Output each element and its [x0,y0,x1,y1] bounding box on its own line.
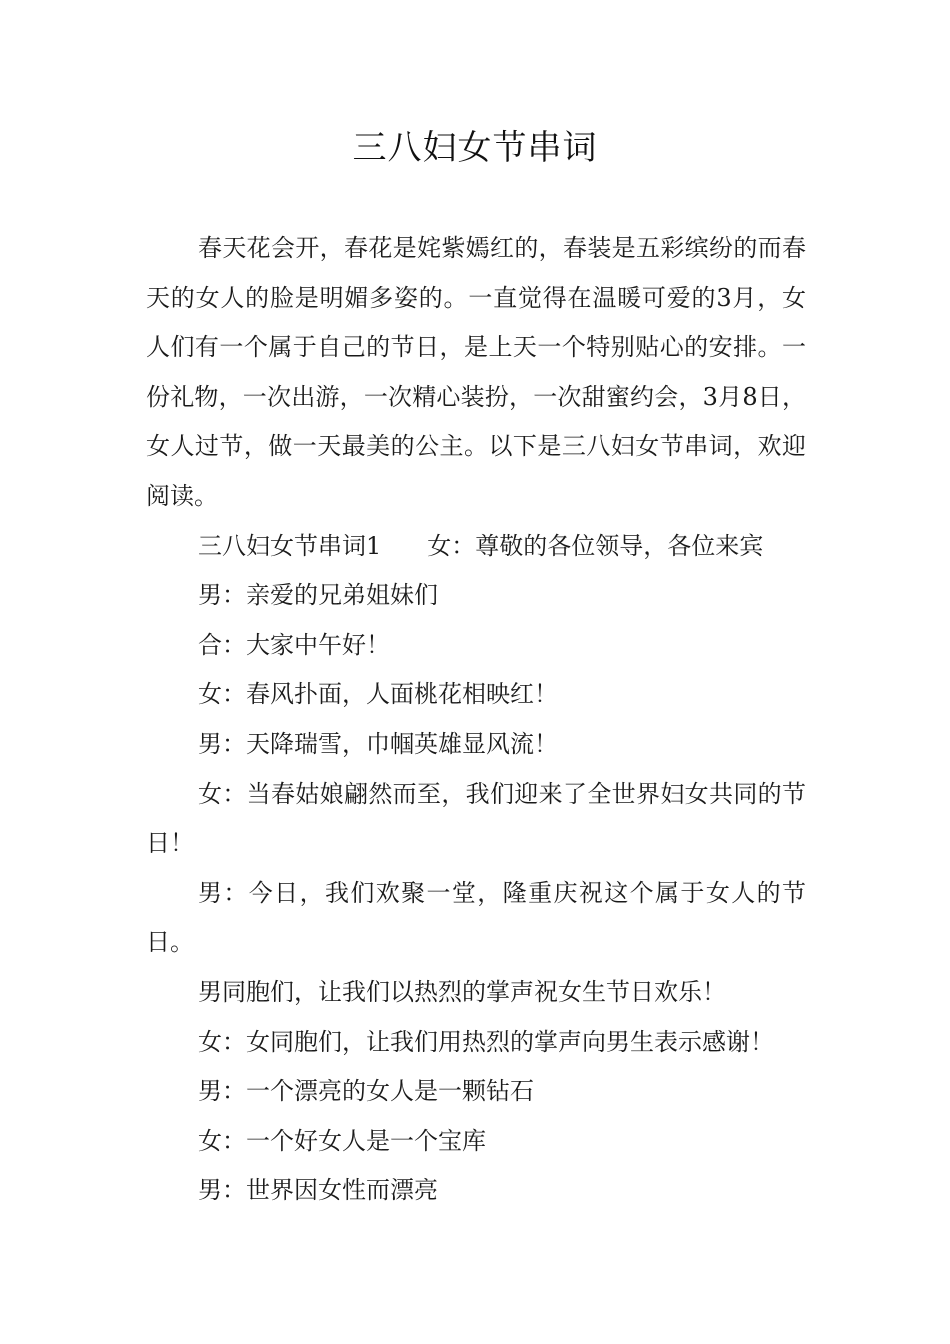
script-line: 女：尊敬的各位领导，各位来宾 [427,531,764,560]
script-line: 女：女同胞们，让我们用热烈的掌声向男生表示感谢！ [198,1027,774,1056]
document-title: 三八妇女节串词 [352,128,598,168]
script-line: 女：当春姑娘翩然而至，我们迎来了全世界妇女共同的节日！ [146,779,806,858]
script-line: 女：一个好女人是一个宝库 [198,1126,486,1155]
script-heading: 三八妇女节串词1 [198,531,382,560]
script-line: 合：大家中午好！ [198,630,390,659]
script-line: 男：亲爱的兄弟姐妹们 [198,581,438,610]
script-heading-line [146,522,806,572]
script-line: 男：今日，我们欢聚一堂，隆重庆祝这个属于女人的节日。 [146,878,806,957]
document-body [146,224,806,1216]
script-line: 男：天降瑞雪，巾帼英雄显风流！ [198,729,558,758]
script-line: 男：世界因女性而漂亮 [198,1176,438,1205]
script-line: 男：一个漂亮的女人是一颗钻石 [198,1077,534,1106]
script-line: 女：春风扑面，人面桃花相映红！ [198,680,558,709]
script-line: 男同胞们，让我们以热烈的掌声祝女生节日欢乐！ [198,977,726,1006]
intro-paragraph: 春天花会开，春花是姹紫嫣红的，春装是五彩缤纷的而春天的女人的脸是明媚多姿的。一直觉得在温暖可爱的3月，女人们有一个属于自己的节日，是上天一个特别贴心的安排。一份礼物，一次出游，一次精心装扮，一次甜蜜约会，3月8日，女人过节，做一天最美的公主。以下是三八妇女节串词，欢迎阅读。 [146,234,806,510]
